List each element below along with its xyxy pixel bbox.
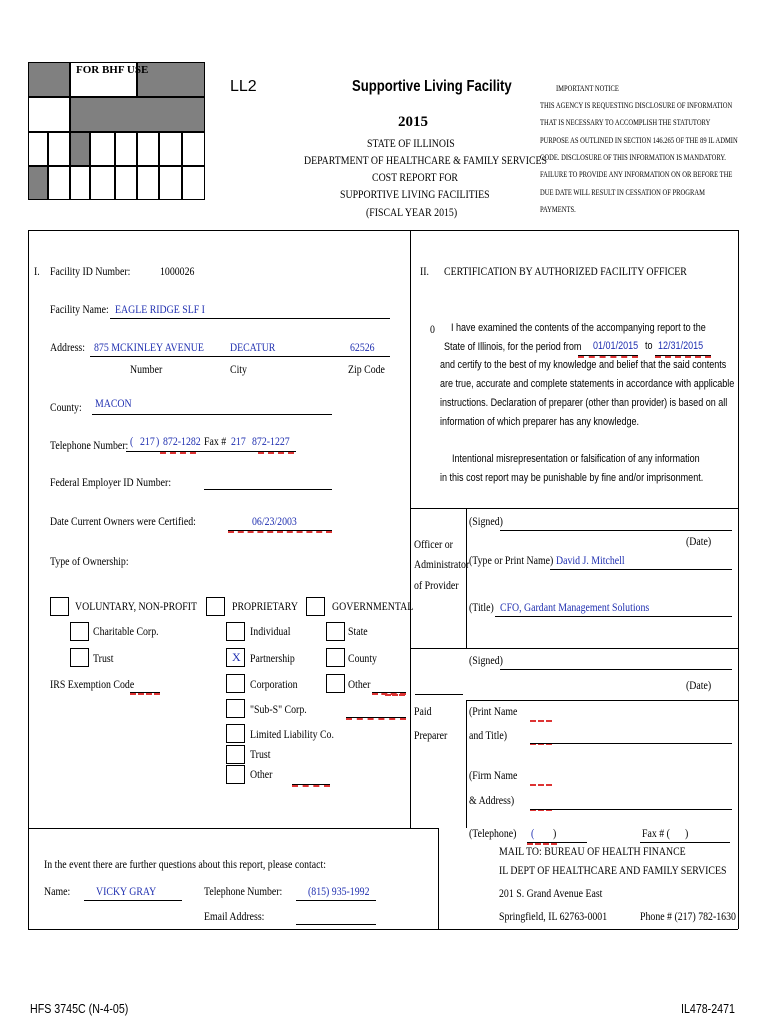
city-caption: City xyxy=(230,362,247,376)
voluntary-label: VOLUNTARY, NON-PROFIT xyxy=(75,599,198,613)
state-checkbox[interactable] xyxy=(326,622,345,641)
phone-number-field[interactable]: 872-1282 xyxy=(163,434,201,448)
officer-signature-field[interactable] xyxy=(500,530,732,531)
officer-signed-label: (Signed) xyxy=(469,514,503,528)
proprietary-label: PROPRIETARY xyxy=(232,599,298,613)
voluntary-checkbox[interactable] xyxy=(50,597,69,616)
section-1-numeral: I. xyxy=(34,264,40,278)
phone-area-field[interactable]: 217 xyxy=(140,434,155,448)
contact-phone-field[interactable]: (815) 935-1992 xyxy=(308,884,370,898)
email-field[interactable] xyxy=(296,924,376,925)
grid-cell xyxy=(28,97,70,132)
individual-label: Individual xyxy=(250,624,291,638)
telephone-label: (Telephone) xyxy=(469,826,517,840)
grid-cell xyxy=(182,166,205,200)
contact-instructions: In the event there are further questions about this report, please contact: xyxy=(44,857,326,871)
firm-name-label: (Firm Name xyxy=(469,768,518,782)
trust-checkbox[interactable] xyxy=(70,648,89,667)
grid-cell xyxy=(159,166,182,200)
tel-open-paren: ( xyxy=(531,826,535,840)
facility-id-value: 1000026 xyxy=(160,264,195,278)
officer-date-label: (Date) xyxy=(686,534,712,548)
other2-label: Other xyxy=(348,677,371,691)
preparer-signature-field[interactable] xyxy=(500,669,732,670)
grid-cell xyxy=(48,132,70,166)
and-title-label: and Title) xyxy=(469,728,508,742)
proprietary-checkbox[interactable] xyxy=(206,597,225,616)
llc-checkbox[interactable] xyxy=(226,724,245,743)
contact-phone-label: Telephone Number: xyxy=(204,884,283,898)
preparer-fax-field[interactable] xyxy=(640,842,730,843)
phone-open-paren: ( xyxy=(130,434,134,448)
officer-title-label: (Title) xyxy=(469,600,494,614)
preparer-fax-close: ) xyxy=(685,826,689,840)
facility-name-underline xyxy=(110,318,390,319)
officer-type-name-label: (Type or Print Name) xyxy=(469,553,554,567)
grid-cell xyxy=(70,166,90,200)
facility-id-label: Facility ID Number: xyxy=(50,264,131,278)
partnership-check-mark: X xyxy=(232,650,241,664)
facility-name-field[interactable]: EAGLE RIDGE SLF I xyxy=(115,302,205,316)
grid-cell xyxy=(28,166,48,200)
grid-cell xyxy=(159,132,182,166)
llc-label: Limited Liability Co. xyxy=(250,727,334,741)
grid-cell xyxy=(28,62,70,97)
bhf-phone: Phone # (217) 782-1630 xyxy=(640,909,736,923)
other-label: Other xyxy=(250,767,273,781)
irs-label: IRS Exemption Code xyxy=(50,677,135,691)
document-id: IL478-2471 xyxy=(681,1001,735,1016)
grid-cell xyxy=(90,166,115,200)
fax-number-field[interactable]: 872-1227 xyxy=(252,434,290,448)
address-label: Address: xyxy=(50,340,85,354)
zip-field[interactable]: 62526 xyxy=(350,340,375,354)
grid-cell xyxy=(137,132,159,166)
grid-cell xyxy=(48,166,70,200)
other-checkbox[interactable] xyxy=(226,765,245,784)
fax-area-field[interactable]: 217 xyxy=(231,434,246,448)
tel-close-paren: ) xyxy=(553,826,557,840)
grid-cell xyxy=(182,132,205,166)
fax-label: Fax # xyxy=(204,434,227,448)
email-label: Email Address: xyxy=(204,909,265,923)
form-year: 2015 xyxy=(398,114,428,130)
grid-cell xyxy=(70,97,205,132)
corporation-label: Corporation xyxy=(250,677,298,691)
governmental-checkbox[interactable] xyxy=(306,597,325,616)
county-field[interactable]: MACON xyxy=(95,396,132,410)
street-field[interactable]: 875 MCKINLEY AVENUE xyxy=(94,340,204,354)
trust-label: Trust xyxy=(93,651,114,665)
fein-field[interactable] xyxy=(204,489,332,490)
county-underline xyxy=(92,414,332,415)
period-from-field[interactable]: 01/01/2015 xyxy=(593,340,639,352)
address-underline xyxy=(90,356,390,357)
individual-checkbox[interactable] xyxy=(226,622,245,641)
city-field[interactable]: DECATUR xyxy=(230,340,276,354)
ownership-label: Type of Ownership: xyxy=(50,554,129,568)
governmental-label: GOVERNMENTAL xyxy=(332,599,414,613)
period-to-field[interactable]: 12/31/2015 xyxy=(658,340,704,352)
certification-zero: 0 xyxy=(430,322,435,336)
print-name-label: (Print Name xyxy=(469,704,518,718)
preparer-signed-label: (Signed) xyxy=(469,653,503,667)
grid-cell xyxy=(28,132,48,166)
contact-name-label: Name: xyxy=(44,884,71,898)
grid-cell xyxy=(115,166,137,200)
bhf-use-label: FOR BHF USE xyxy=(76,64,149,76)
phone-close-paren: ) xyxy=(156,434,160,448)
preparer-name-field[interactable] xyxy=(530,743,732,744)
officer-title-field[interactable]: CFO, Gardant Management Solutions xyxy=(500,600,650,614)
number-caption: Number xyxy=(130,362,163,376)
preparer-date-label: (Date) xyxy=(686,678,712,692)
form-title: Supportive Living Facility xyxy=(352,78,512,95)
form-number: HFS 3745C (N-4-05) xyxy=(30,1001,129,1016)
trust2-label: Trust xyxy=(250,747,271,761)
county-opt-label: County xyxy=(348,651,377,665)
officer-name-field[interactable]: David J. Mitchell xyxy=(556,553,625,567)
preparer-fax-label: Fax # ( xyxy=(642,826,670,840)
facility-name-label: Facility Name: xyxy=(50,302,109,316)
certified-label: Date Current Owners were Certified: xyxy=(50,514,196,528)
zip-caption: Zip Code xyxy=(348,362,385,376)
county-label: County: xyxy=(50,400,82,414)
county-checkbox[interactable] xyxy=(326,648,345,667)
section-2-title: CERTIFICATION BY AUTHORIZED FACILITY OFFICER xyxy=(444,264,687,278)
grid-cell xyxy=(90,132,115,166)
grid-cell xyxy=(115,132,137,166)
trust2-checkbox[interactable] xyxy=(226,745,245,764)
fein-label: Federal Employer ID Number: xyxy=(50,475,172,489)
firm-address-label: & Address) xyxy=(469,793,515,807)
period-to-label: to xyxy=(645,340,653,352)
certified-date-field[interactable]: 06/23/2003 xyxy=(252,514,297,528)
grid-cell xyxy=(70,132,90,166)
firm-field[interactable] xyxy=(530,809,732,810)
charitable-checkbox[interactable] xyxy=(70,622,89,641)
charitable-label: Charitable Corp. xyxy=(93,624,159,638)
state-label: State xyxy=(348,624,368,638)
contact-name-field[interactable]: VICKY GRAY xyxy=(96,884,157,898)
other2-checkbox[interactable] xyxy=(326,674,345,693)
corporation-checkbox[interactable] xyxy=(226,674,245,693)
subs-label: "Sub-S" Corp. xyxy=(250,702,307,716)
form-code: LL2 xyxy=(230,78,257,95)
grid-cell xyxy=(137,166,159,200)
partnership-label: Partnership xyxy=(250,651,295,665)
subs-checkbox[interactable] xyxy=(226,699,245,718)
phone-label: Telephone Number: xyxy=(50,438,129,452)
section-2-numeral: II. xyxy=(420,264,430,278)
